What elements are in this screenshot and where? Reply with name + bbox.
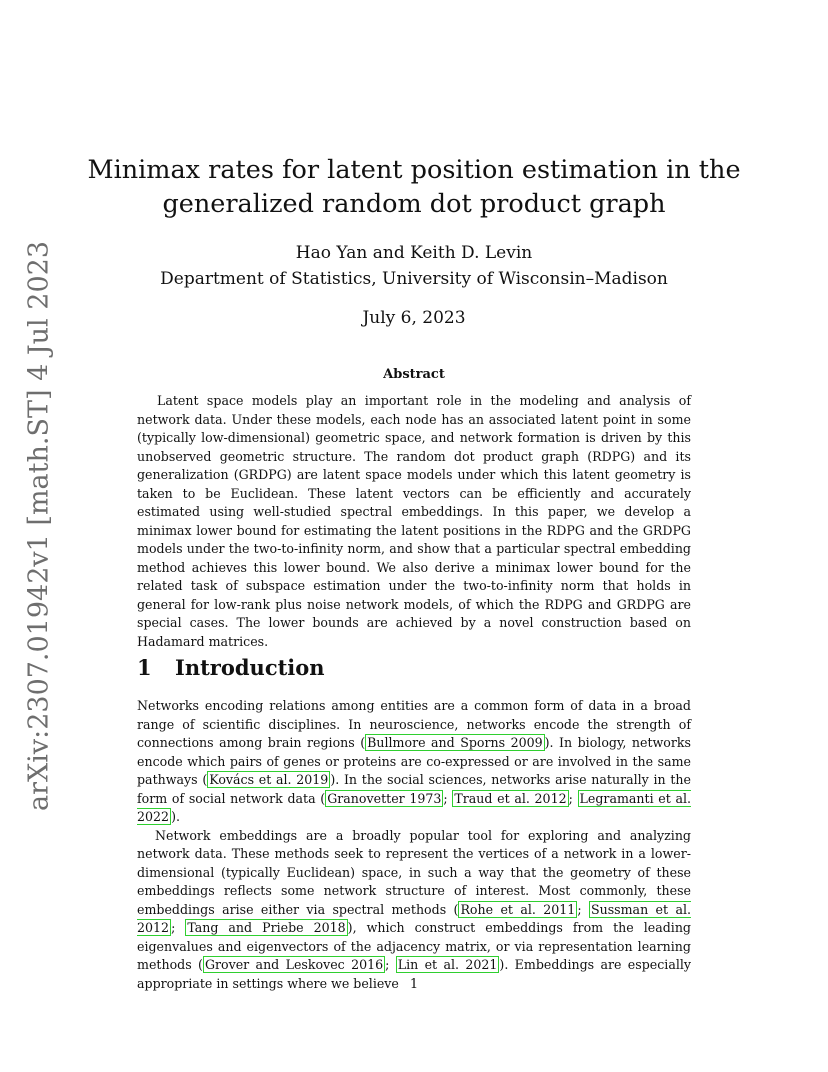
- text-run: ). Embeddings are especially appropriate in settings where we believe: [137, 957, 691, 991]
- text-run: ;: [568, 790, 578, 806]
- citation-link[interactable]: Kovács et al. 2019: [209, 772, 329, 787]
- text-run: ;: [385, 957, 396, 972]
- paragraph-1: [137, 697, 691, 827]
- citation-link[interactable]: Lin et al. 2021: [397, 957, 498, 972]
- date: July 6, 2023: [362, 308, 466, 328]
- section-heading: [137, 655, 325, 680]
- introduction-body: [137, 697, 691, 993]
- section-title: Introduction: [175, 655, 325, 680]
- citation-link[interactable]: Tang and Priebe 2018: [187, 920, 346, 935]
- text-run: Networks encoding relations among entities are a common form of data in a broad range of scientific disciplines. In neuroscience, networks encode the strength of connections among brain regions (: [137, 698, 691, 750]
- arxiv-identifier-sidebar: [22, 241, 56, 811]
- paper-title: Minimax rates for latent position estimation in the generalized random dot product graph: [87, 155, 741, 219]
- page-number: 1: [409, 977, 419, 992]
- paragraph-2: [137, 827, 691, 994]
- text-run: ;: [443, 790, 453, 806]
- text-run: ). In the social sciences, networks arise naturally in the form of social network data (: [137, 772, 691, 806]
- section-number: 1: [137, 655, 152, 680]
- citation-link[interactable]: Legramanti et al. 2022: [137, 790, 692, 824]
- text-run: ;: [577, 901, 589, 917]
- text-run: Network embeddings are a broadly popular tool for exploring and analyzing network data. These methods seek to represent the vertices of a network in a lower-dimensional (typically Euclidean) space, in such a way that the geometry of these embeddings reflects some network structure of interest. Most commonly, these embeddings arise either via spectral methods (: [137, 827, 691, 917]
- arxiv-identifier: arXiv:2307.01942v1 [math.ST] 4 Jul 2023: [23, 241, 55, 811]
- text-run: ), which construct embeddings from the leading eigenvalues and eigenvectors of the adjacency matrix, or via representation learning methods (: [137, 920, 691, 972]
- abstract-text: Latent space models play an important role in the modeling and analysis of network data. Under these models, each node has an associated latent point in some (typically low-dimensional) geometric space, and network formation is driven by this unobserved geometric structure. The random dot product graph (RDPG) and its generalization (GRDPG) are latent space models under which this latent geometry is taken to be Euclidean. These latent vectors can be efficiently and accurately estimated using well-studied spectral embeddings. In this paper, we develop a minimax lower bound for estimating the latent positions in the RDPG and the GRDPG models under the two-to-infinity norm, and show that a particular spectral embedding method achieves this lower bound. We also derive a minimax lower bound for the related task of subspace estimation under the two-to-infinity norm that holds in general for low-rank plus noise network models, of which the RDPG and GRDPG are special cases. The lower bounds are achieved by a novel construction based on Hadamard matrices.: [137, 393, 691, 649]
- citation-link[interactable]: Granovetter 1973: [327, 790, 442, 806]
- affiliation: Department of Statistics, University of Wisconsin–Madison: [160, 269, 668, 289]
- citation-link[interactable]: Rohe et al. 2011: [460, 901, 576, 917]
- text-run: ). In biology, networks encode which pairs of genes or proteins are co-expressed or are involved in the same pathways (: [137, 735, 692, 787]
- abstract-heading: Abstract: [383, 367, 445, 382]
- citation-link[interactable]: Bullmore and Sporns 2009: [367, 735, 543, 750]
- text-run: ).: [171, 809, 180, 824]
- citation-link[interactable]: Grover and Leskovec 2016: [204, 957, 384, 972]
- citation-link[interactable]: Sussman et al. 2012: [137, 901, 691, 935]
- text-run: ;: [171, 920, 186, 935]
- authors: Hao Yan and Keith D. Levin: [295, 243, 533, 263]
- citation-link[interactable]: Traud et al. 2012: [454, 790, 567, 806]
